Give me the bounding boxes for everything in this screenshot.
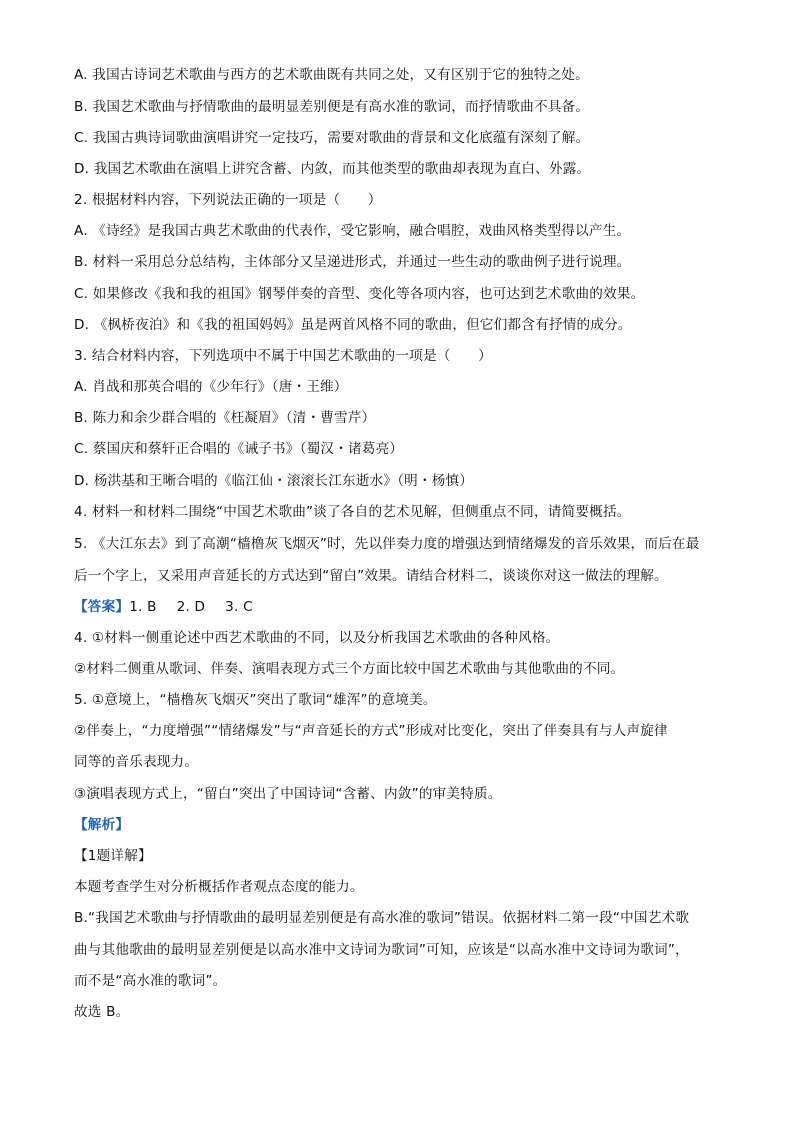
- q1-option-d: D. 我国艺术歌曲在演唱上讲究含蓄、内敛，而其他类型的歌曲却表现为直白、外露。: [74, 161, 591, 177]
- detail-1-label: 【1题详解】: [74, 848, 152, 864]
- analysis-label: 【解析】: [74, 817, 130, 833]
- q2-option-a: A. 《诗经》是我国古典艺术歌曲的代表作，受它影响，融合唱腔，戏曲风格类型得以产生。: [74, 223, 631, 239]
- analysis-line1: 本题考查学生对分析概括作者观点态度的能力。: [74, 879, 364, 895]
- q2-option-c: C. 如果修改《我和我的祖国》钢琴伴奏的音型、变化等各项内容，也可达到艺术歌曲的效果。: [74, 286, 645, 302]
- answer-4-line2: ②材料二侧重从歌词、伴奏、演唱表现方式三个方面比较中国艺术歌曲与其他歌曲的不同。: [74, 661, 625, 677]
- answer-3: 3. C: [225, 599, 253, 615]
- q4-stem: 4. 材料一和材料二围绕“中国艺术歌曲”谈了各自的艺术见解，但侧重点不同，请简要概括。: [74, 504, 631, 520]
- q3-option-b: B. 陈力和余少群合唱的《枉凝眉》（清・曹雪芹）: [74, 410, 376, 426]
- answer-5-line4: ③演唱表现方式上，“留白”突出了中国诗词“含蓄、内敛”的审美特质。: [74, 786, 502, 802]
- answer-label: 【答案】: [74, 599, 130, 615]
- answer-4-line1: 4. ①材料一侧重论述中西艺术歌曲的不同，以及分析我国艺术歌曲的各种风格。: [74, 630, 560, 646]
- answer-row: [74, 597, 724, 617]
- answer-1: 1. B: [129, 599, 157, 615]
- answer-2: 2. D: [176, 599, 206, 615]
- analysis-line4: 而不是“高水准的歌词”。: [74, 973, 227, 989]
- q2-option-b: B. 材料一采用总分总结构，主体部分又呈递进形式，并通过一些生动的歌曲例子进行说理。: [74, 254, 631, 270]
- q3-option-a: A. 肖战和那英合唱的《少年行》（唐・王维）: [74, 379, 348, 395]
- answer-5-line1: 5. ①意境上，“樯橹灰飞烟灭”突出了歌词“雄浑”的意境美。: [74, 692, 437, 708]
- analysis-line2: B.“我国艺术歌曲与抒情歌曲的最明显差别便是有高水准的歌词”错误。依据材料二第一段“中国艺术歌: [74, 910, 690, 926]
- q5-stem-line2: 后一个字上，又采用声音延长的方式达到“留白”效果。请结合材料二，谈谈你对这一做法的理解。: [74, 568, 668, 584]
- q2-option-d: D. 《枫桥夜泊》和《我的祖国妈妈》虽是两首风格不同的歌曲，但它们都含有抒情的成分。: [74, 317, 632, 333]
- q5-stem-line1: 5. 《大江东去》到了高潮“樯橹灰飞烟灭”时，先以伴奏力度的增强达到情绪爆发的音乐效果，而后在最: [74, 536, 700, 552]
- q3-option-d: D. 杨洪基和王晰合唱的《临江仙・滚滚长江东逝水》（明・杨慎）: [74, 473, 474, 489]
- analysis-line5: 故选 B。: [74, 1004, 130, 1020]
- q1-option-b: B. 我国艺术歌曲与抒情歌曲的最明显差别便是有高水准的歌词，而抒情歌曲不具备。: [74, 99, 590, 115]
- q1-option-c: C. 我国古典诗词歌曲演唱讲究一定技巧，需要对歌曲的背景和文化底蕴有深刻了解。: [74, 130, 590, 146]
- analysis-line3: 曲与其他歌曲的最明显差别便是以高水准中文诗词为歌词”可知，应该是“以高水准中文诗词为歌词”，: [74, 942, 689, 958]
- answer-5-line3: 同等的音乐表现力。: [74, 754, 199, 770]
- q1-option-a: A. 我国古诗词艺术歌曲与西方的艺术歌曲既有共同之处，又有区别于它的独特之处。: [74, 67, 589, 83]
- answer-5-line2: ②伴奏上，“力度增强”“情绪爆发”与“声音延长的方式”形成对比变化，突出了伴奏具有与人声旋律: [74, 723, 668, 739]
- q3-stem: 3. 结合材料内容，下列选项中不属于中国艺术歌曲的一项是（ ）: [74, 348, 492, 364]
- q3-option-c: C. 蔡国庆和蔡轩正合唱的《诫子书》（蜀汉・诸葛亮）: [74, 441, 404, 457]
- q2-stem: 2. 根据材料内容，下列说法正确的一项是（ ）: [74, 192, 382, 208]
